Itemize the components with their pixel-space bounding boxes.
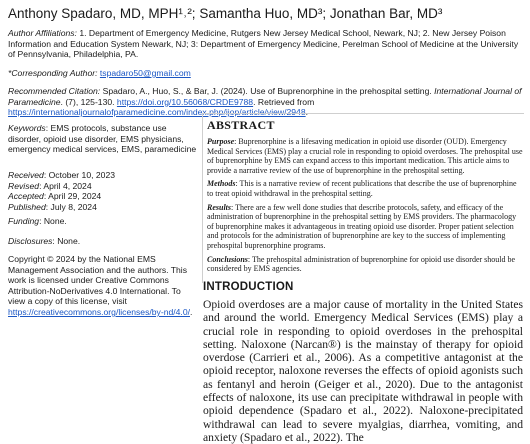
citation-doi-link[interactable]: https://doi.org/10.56068/CRDE9788 (116, 96, 254, 107)
received-value: : October 10, 2023 (43, 170, 116, 180)
conclusions-text: : The prehospital administration of buprenorphine for opioid use disorder should be considered by EMS agencies. (207, 254, 516, 274)
copyright-text: Copyright © 2024 by the National EMS Management Association and the authors. This work is licensed under Creative Commons Attribution-NoDerivatives 4.0 International. To view a copy of this license, visit (8, 254, 187, 307)
purpose-label: Purpose (207, 137, 235, 146)
results-text: : There are a few well done studies that describe protocols, safety, and efficacy of the administration of buprenorphine in the prehospital setting by EMS providers. The pharmacology of buprenorphine makes it advantageous in treating opioid use disorder. Proper patient selection and protocols for the administration of buprenorphine are key to the success of implementing prehospital buprenorphine programs. (207, 202, 517, 250)
author-affiliations (8, 28, 520, 60)
funding (8, 216, 198, 227)
abstract-methods (207, 179, 524, 198)
funding-label: Funding (8, 216, 40, 226)
methods-text: : This is a narrative review of recent publications that describe the use of buprenorphine to treat opioid withdrawal in the prehospital setting. (207, 179, 517, 198)
revised-label: Revised (8, 180, 40, 191)
abstract-title: ABSTRACT (207, 118, 275, 132)
citation-end: . (305, 107, 309, 118)
published-date (8, 202, 198, 213)
article-dates (8, 170, 198, 212)
published-label: Published (8, 201, 46, 212)
corresponding-email-link[interactable]: tspadaro50@gmail.com (99, 68, 191, 78)
corresponding-label: *Corresponding Author: (8, 68, 98, 78)
citation-url-link[interactable]: https://internationaljournalofparamedicine.com/index.php/ijop/article/view/2948 (8, 107, 306, 118)
received-date (8, 170, 198, 181)
introduction-heading: INTRODUCTION (203, 281, 294, 293)
abstract-conclusions (207, 255, 524, 274)
conclusions-label: Conclusions (207, 254, 248, 264)
citation-label: Recommended Citation: (8, 86, 101, 96)
copyright-end: . (189, 306, 193, 317)
revised-value: : April 4, 2024 (39, 180, 92, 191)
abstract-results (207, 203, 524, 251)
keywords-text: : EMS protocols, substance use disorder, opioid use disorder, EMS physicians, emergency medical services, EMS, paramedicine (8, 123, 197, 155)
keywords (8, 123, 198, 155)
accepted-date (8, 191, 198, 202)
received-label: Received (8, 170, 44, 180)
affiliations-label: Author Affiliations: (8, 28, 77, 38)
introduction-body: Opioid overdoses are a major cause of mortality in the United States and around the world. Emergency Medical Services (EMS) play a crucial role in responding to opioid overdoses in the prehospital setting. Naloxone (Narcan®) is the mainstay of therapy for opioid overdose (Carrieri et al., 2006). As a competitive antagonist at the opioid receptor, naloxone reverses the effects of opioid agonists such as fentanyl and heroin (Geiger et al., 2020). Due to the antagonist effects of naloxone, its use can precipitate withdrawal in people with opioid dependence (Spadaro et al., 2022). Naloxone-precipitated withdrawal can lead to severe myalgias, diarrhea, vomiting, and anxiety (Spadaro et al., 2022). The (203, 298, 523, 444)
accepted-label: Accepted (8, 191, 44, 202)
citation-retrieved: . Retrieved from (253, 96, 315, 107)
purpose-text: : Buprenorphine is a lifesaving medication in opioid use disorder (OUD). Emergency Medical Services (EMS) play a crucial role in responding to opioid overdoses. The prehospital use of buprenorphine by EMS can expand access to this important medication. This article aims to provide a narrative review of the use of buprenorphine in the prehospital setting. (207, 137, 523, 175)
affiliations-text: 1. Department of Emergency Medicine, Rutgers New Jersey Medical School, Newark, NJ; 2. New Jersey Poison Information and Education System Newark, NJ; 3: Department of Emergency Medicine, Perelman School of Medicine at the University of Pennsylvania, Philadelphia, PA. (8, 28, 519, 60)
accepted-value: : April 29, 2024 (43, 191, 102, 202)
revised-date (8, 181, 198, 192)
funding-text: : None. (39, 216, 67, 226)
keywords-label: Keywords (8, 123, 46, 133)
results-label: Results (207, 202, 232, 212)
author-list: Anthony Spadaro, MD, MPH¹˒²; Samantha Huo, MD³; Jonathan Bar, MD³ (8, 6, 443, 21)
citation-volume-pages: . (7), 125-130. (60, 96, 117, 107)
methods-label: Methods (207, 179, 236, 189)
corresponding-author (8, 68, 191, 78)
published-value: : July 8, 2024 (45, 201, 97, 212)
disclosures (8, 236, 198, 247)
copyright-notice (8, 254, 198, 318)
abstract-box (202, 113, 524, 283)
abstract-purpose (207, 137, 524, 175)
citation-text: Spadaro, A., Huo, S., & Bar, J. (2024). Use of Buprenorphine in the prehospital setting. (100, 86, 435, 96)
citation-journal: International Journal of Paramedicine (8, 86, 522, 107)
disclosures-text: : None. (52, 236, 81, 246)
license-link[interactable]: https://creativecommons.org/licenses/by-nd/4.0/ (8, 306, 190, 317)
disclosures-label: Disclosures (8, 236, 53, 246)
